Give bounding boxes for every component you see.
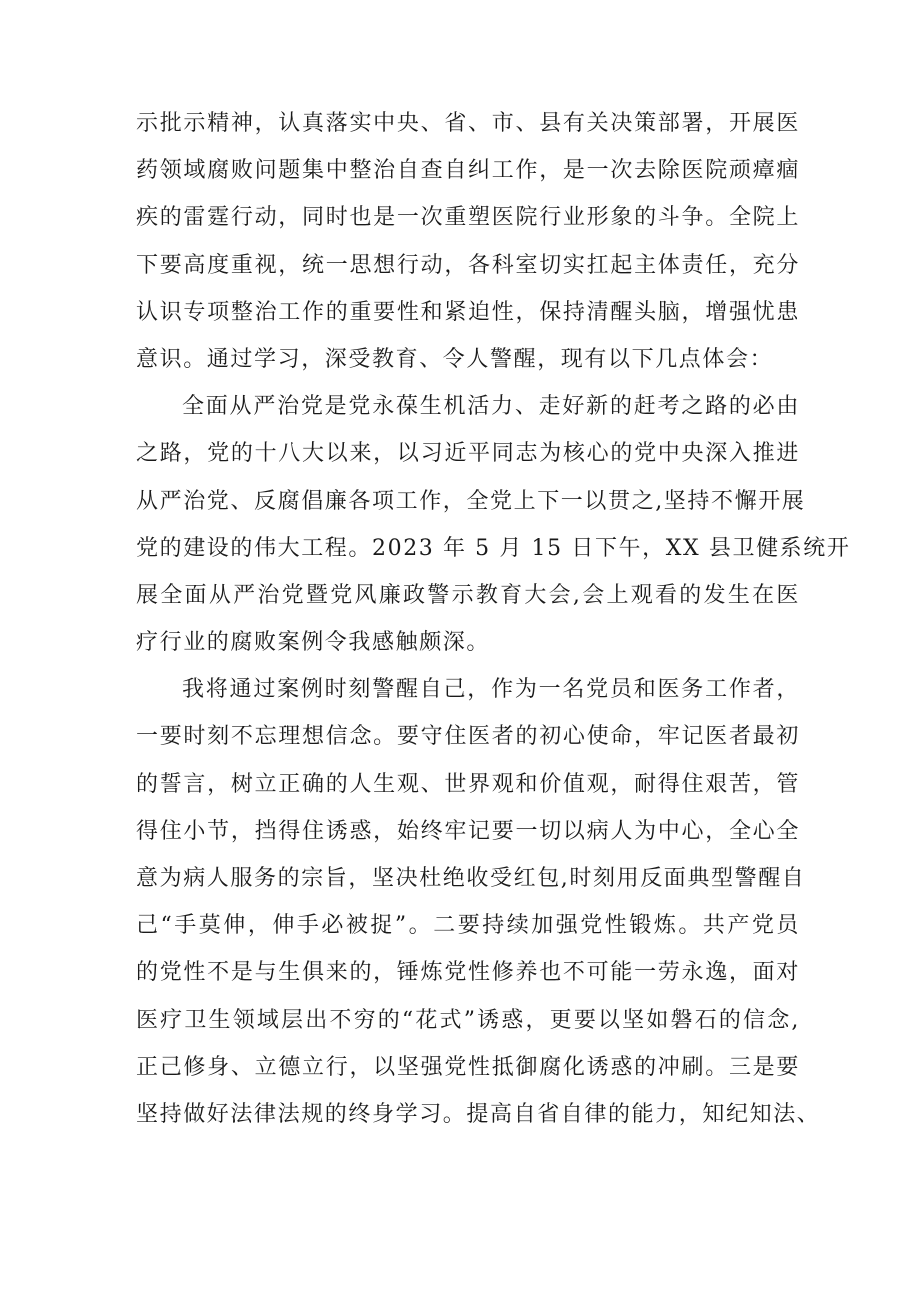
text-line: 党的建设的伟大工程。2023 年 5 月 15 日下午，XX 县卫健系统开 bbox=[136, 535, 851, 561]
paragraph-1 bbox=[136, 100, 800, 383]
text-line: 从严治党、反腐倡廉各项工作，全党上下一以贯之,坚持不懈开展 bbox=[136, 488, 806, 514]
text-line: 意为病人服务的宗旨，坚决杜绝收受红包,时刻用反面典型警醒自 bbox=[136, 866, 806, 891]
text-line: 示批示精神，认真落实中央、省、市、县有关决策部署，开展医 bbox=[136, 111, 800, 136]
text-line: 疾的雷霆行动，同时也是一次重塑医院行业形象的斗争。全院上 bbox=[136, 205, 800, 231]
text-line: 的誓言，树立正确的人生观、世界观和价值观，耐得住艰苦，管 bbox=[136, 771, 800, 797]
paragraph-2 bbox=[136, 383, 851, 666]
text-line: 全面从严治党是党永葆生机活力、走好新的赶考之路的必由 bbox=[182, 394, 800, 420]
text-line: 展全面从严治党暨党风廉政警示教育大会,会上观看的发生在医 bbox=[136, 582, 800, 608]
text-line: 意识。通过学习，深受教育、令人警醒，现有以下几点体会： bbox=[136, 346, 774, 372]
text-line: 医疗卫生领域层出不穷的“花式”诱惑，更要以坚如磐石的信念, bbox=[136, 1007, 800, 1033]
text-line: 下要高度重视，统一思想行动，各科室切实扛起主体责任，充分 bbox=[136, 252, 800, 278]
text-line: 正己修身、立德立行，以坚强党性抵御腐化诱惑的冲刷。三是要 bbox=[136, 1054, 800, 1080]
text-line: 认识专项整治工作的重要性和紧迫性，保持清醒头脑，增强忧患 bbox=[136, 299, 800, 325]
text-line: 己“手莫伸，伸手必被捉”。二要持续加强党性锻炼。共产党员 bbox=[136, 913, 800, 939]
text-line: 得住小节，挡得住诱惑，始终牢记要一切以病人为中心，全心全 bbox=[136, 818, 800, 844]
text-line: 坚持做好法律法规的终身学习。提高自省自律的能力，知纪知法、 bbox=[136, 1101, 821, 1127]
paragraph-3 bbox=[136, 666, 821, 1138]
text-line: 的党性不是与生俱来的，锤炼党性修养也不可能一劳永逸，面对 bbox=[136, 960, 800, 986]
text-line: 药领域腐败问题集中整治自查自纠工作，是一次去除医院顽瘴痼 bbox=[136, 158, 800, 184]
text-line: 疗行业的腐败案例令我感触颇深。 bbox=[136, 630, 491, 656]
text-line: 一要时刻不忘理想信念。要守住医者的初心使命，牢记医者最初 bbox=[136, 724, 800, 750]
text-line: 之路，党的十八大以来，以习近平同志为核心的党中央深入推进 bbox=[136, 441, 800, 467]
text-line: 我将通过案例时刻警醒自己，作为一名党员和医务工作者， bbox=[182, 677, 800, 703]
document-body bbox=[136, 100, 851, 1138]
